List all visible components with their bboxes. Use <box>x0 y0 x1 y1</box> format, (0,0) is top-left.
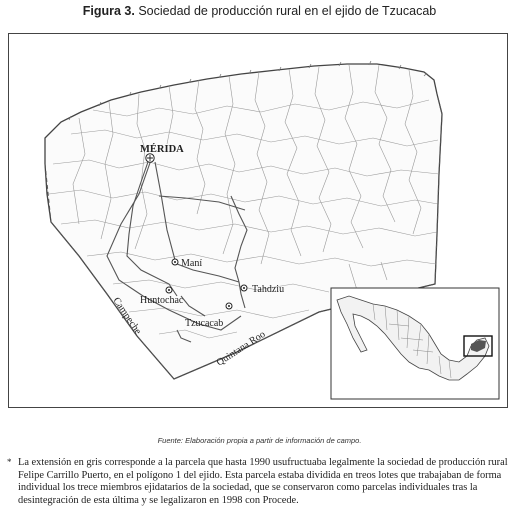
figure-title-text: Sociedad de producción rural en el ejido de Tzucacab <box>138 4 437 18</box>
map-frame <box>8 33 508 408</box>
figure-source: Fuente: Elaboración propia a partir de información de campo. <box>157 436 362 445</box>
note-bullet: * <box>7 457 12 467</box>
tahdziu-marker <box>241 285 247 291</box>
tzucacab-label: Tzucacab <box>185 318 224 329</box>
figure-number: Figura 3. <box>82 4 135 18</box>
mexico-inset <box>331 288 499 399</box>
tahdziu-label: Tahdziu <box>252 284 285 295</box>
mani-label: Maní <box>181 258 203 269</box>
quintana-roo-label: Quintana Roo <box>214 328 268 369</box>
huntochac-marker <box>166 287 172 293</box>
campeche-label: Campeche <box>110 295 144 337</box>
merida-label: MÉRIDA <box>140 144 184 155</box>
yucatan-map <box>9 34 507 407</box>
figure-note <box>7 457 508 507</box>
note-text: La extensión en gris corresponde a la parcela que hasta 1990 usufructuaba legalmente la sociedad de producción rural Felipe Carrillo Puerto, en el polígono 1 del ejido. Esta parcela estaba dividida en treos lotes que trabajaban de forma individual los trece miembros ejidatarios de la sociedad, que se conservaron como parcelas individuales tras la desintegración de esta última y se legalizaron en 1998 con Procede. <box>18 457 508 506</box>
merida-marker <box>146 154 154 162</box>
figure-title <box>0 4 519 18</box>
mani-marker <box>172 259 178 265</box>
tzucacab-marker <box>226 303 232 309</box>
huntochac-label: Huntochac <box>140 295 184 306</box>
